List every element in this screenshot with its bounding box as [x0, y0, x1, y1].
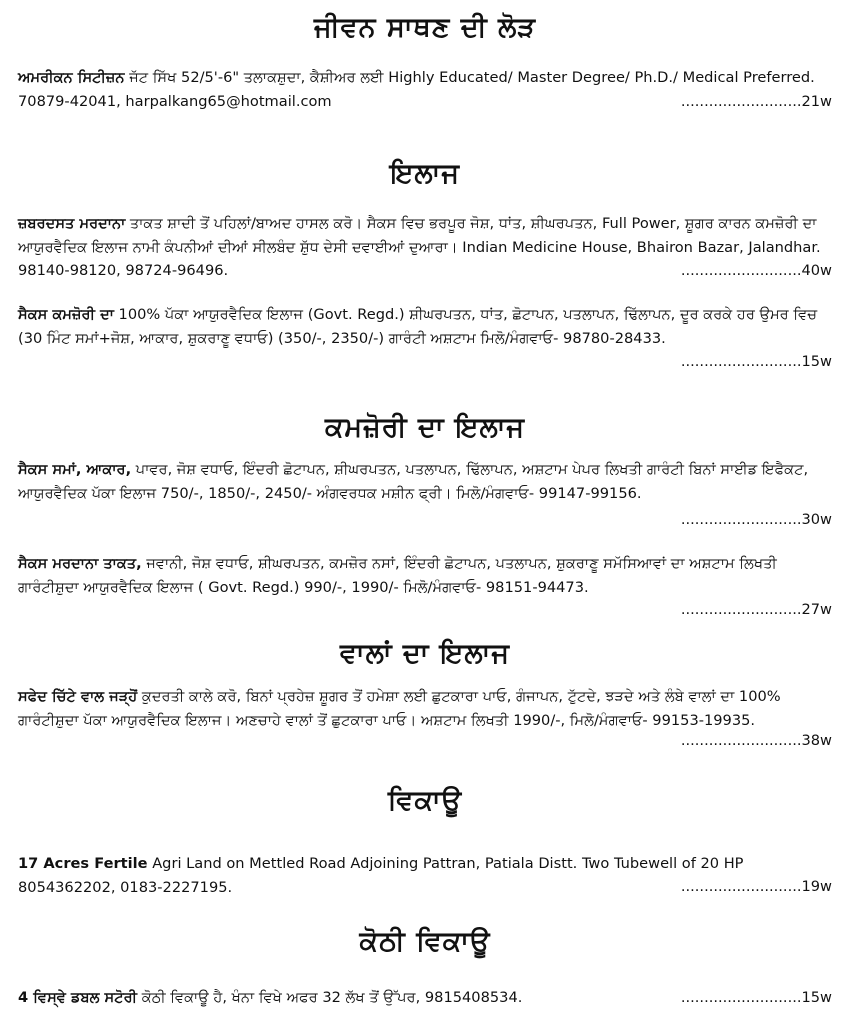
ad-ref-code: ..........................21w	[680, 93, 832, 110]
section-heading-house-for-sale: ਕੋਠੀ ਵਿਕਾਊ	[359, 926, 491, 957]
section-heading-hair-treatment: ਵਾਲਾਂ ਦਾ ਇਲਾਜ	[340, 638, 510, 669]
section-heading-life-partner: ਜੀਵਨ ਸਾਥਣ ਦੀ ਲੋੜ	[313, 12, 537, 43]
ad-ref-code: ..........................27w	[680, 601, 832, 618]
ad-sex-time-size	[18, 458, 832, 505]
ad-white-hair	[18, 685, 832, 732]
section-heading-treatment: ਇਲਾਜ	[389, 158, 461, 189]
ad-ref-code: ..........................40w	[680, 262, 832, 279]
ad-lead: ਜ਼ਬਰਦਸਤ ਮਰਦਾਨਾ	[18, 215, 126, 232]
ad-body: ਜੱਟ ਸਿੱਖ 52/5'-6" ਤਲਾਕਸ਼ੁਦਾ, ਕੈਸ਼ੀਅਰ ਲਈ Highly Educated/ Master Degree/ Ph.D./ Medical Preferred. 70879-42041, harpalkang65@hotmail.com	[18, 69, 815, 110]
ad-body: ਕੋਠੀ ਵਿਕਾਊ ਹੈ, ਖੰਨਾ ਵਿਖੇ ਅਫਰ 32 ਲੱਖ ਤੋਂ ਉੱਪਰ, 9815408534.	[137, 989, 523, 1006]
ad-sex-male-power	[18, 552, 832, 599]
ad-ref-code: ..........................15w	[680, 989, 832, 1006]
ad-body: ਪਾਵਰ, ਜੋਸ਼ ਵਧਾਓ, ਇੰਦਰੀ ਛੋਟਾਪਨ, ਸ਼ੀਘਰਪਤਨ, ਪਤਲਾਪਨ, ਢਿੱਲਾਪਨ, ਅਸ਼ਟਾਮ ਪੇਪਰ ਲਿਖਤੀ ਗਾਰੰਟੀ ਬਿਨਾਂ ਸਾਈਡ ਇਫੈਕਟ, ਆਯੁਰਵੈਦਿਕ ਪੱਕਾ ਇਲਾਜ 750/-, 1850/-, 2450/- ਅੰਗਵਰਧਕ ਮਸ਼ੀਨ ਫ੍ਰੀ। ਮਿਲੋ/ਮੰਗਵਾਓ- 99147-99156.	[18, 461, 809, 502]
ad-ref-code: ..........................38w	[680, 732, 832, 749]
ad-ref-code: ..........................19w	[680, 878, 832, 895]
ad-sex-weakness	[18, 303, 832, 350]
ad-body: ਕੁਦਰਤੀ ਕਾਲੇ ਕਰੋ, ਬਿਨਾਂ ਪ੍ਰਹੇਜ਼ ਸ਼ੂਗਰ ਤੋਂ ਹਮੇਸ਼ਾ ਲਈ ਛੁਟਕਾਰਾ ਪਾਓ, ਗੰਜਾਪਨ, ਟੁੱਟਦੇ, ਝੜਦੇ ਅਤੇ ਲੰਬੇ ਵਾਲਾਂ ਦਾ 100% ਗਾਰੰਟੀਸ਼ੁਦਾ ਪੱਕਾ ਆਯੁਰਵੈਦਿਕ ਇਲਾਜ। ਅਣਚਾਹੇ ਵਾਲਾਂ ਤੋਂ ਛੁਟਕਾਰਾ ਪਾਓ। ਅਸ਼ਟਾਮ ਲਿਖਤੀ 1990/-, ਮਿਲੋ/ਮੰਗਵਾਓ- 99153-19935.	[18, 688, 781, 729]
ad-body: ਤਾਕਤ ਸ਼ਾਦੀ ਤੋਂ ਪਹਿਲਾਂ/ਬਾਅਦ ਹਾਸਲ ਕਰੋ। ਸੈਕਸ ਵਿਚ ਭਰਪੂਰ ਜੋਸ਼, ਧਾਂਤ, ਸ਼ੀਘਰਪਤਨ, Full Power, ਸ਼ੂਗਰ ਕਾਰਨ ਕਮਜ਼ੋਰੀ ਦਾ ਆਯੁਰਵੈਦਿਕ ਇਲਾਜ ਨਾਮੀ ਕੰਪਨੀਆਂ ਦੀਆਂ ਸੀਲਬੰਦ ਸ਼ੁੱਧ ਦੇਸੀ ਦਵਾਈਆਂ ਦੁਆਰਾ। Indian Medicine House, Bhairon Bazar, Jalandhar. 98140-98120, 98724-96496.	[18, 215, 821, 279]
ad-lead: ਅਮਰੀਕਨ ਸਿਟੀਜ਼ਨ	[18, 69, 125, 86]
ad-body: 100% ਪੱਕਾ ਆਯੁਰਵੈਦਿਕ ਇਲਾਜ (Govt. Regd.) ਸ਼ੀਘਰਪਤਨ, ਧਾਂਤ, ਛੋਟਾਪਨ, ਪਤਲਾਪਨ, ਢਿੱਲਾਪਨ, ਦੂਰ ਕਰਕੇ ਹਰ ਉਮਰ ਵਿਚ (30 ਮਿੰਟ ਸਮਾਂ+ਜੋਸ਼, ਆਕਾਰ, ਸ਼ੁਕਰਾਣੂ ਵਧਾਓ) (350/-, 2350/-) ਗਾਰੰਟੀ ਅਸ਼ਟਾਮ ਮਿਲੋ/ਮੰਗਵਾਓ- 98780-28433.	[18, 306, 818, 347]
ad-lead: 17 Acres Fertile	[18, 855, 148, 872]
ad-lead: ਸੈਕਸ ਸਮਾਂ, ਆਕਾਰ,	[18, 461, 132, 478]
ad-lead: ਸੈਕਸ ਕਮਜ਼ੋਰੀ ਦਾ	[18, 306, 114, 323]
section-heading-for-sale: ਵਿਕਾਊ	[387, 785, 463, 816]
section-heading-weakness-treatment: ਕਮਜ਼ੋਰੀ ਦਾ ਇਲਾਜ	[324, 412, 526, 443]
ad-body: ਜਵਾਨੀ, ਜੋਸ਼ ਵਧਾਓ, ਸ਼ੀਘਰਪਤਨ, ਕਮਜ਼ੋਰ ਨਸਾਂ, ਇੰਦਰੀ ਛੋਟਾਪਨ, ਪਤਲਾਪਨ, ਸ਼ੁਕਰਾਣੂ ਸਮੱਸਿਆਵਾਂ ਦਾ ਅਸ਼ਟਾਮ ਲਿਖਤੀ ਗਾਰੰਟੀਸ਼ੁਦਾ ਆਯੁਰਵੈਦਿਕ ਇਲਾਜ ( Govt. Regd.) 990/-, 1990/- ਮਿਲੋ/ਮੰਗਵਾਓ- 98151-94473.	[18, 555, 777, 596]
ad-body: Agri Land on Mettled Road Adjoining Pattran, Patiala Distt. Two Tubewell of 20 HP 8054362202, 0183-2227195.	[18, 855, 744, 896]
ad-lead: 4 ਵਿਸ੍ਵੇ ਡਬਲ ਸਟੋਰੀ	[18, 989, 138, 1006]
ad-ref-code: ..........................15w	[680, 353, 832, 370]
ad-lead: ਸੈਕਸ ਮਰਦਾਨਾ ਤਾਕਤ,	[18, 555, 142, 572]
ad-ref-code: ..........................30w	[680, 511, 832, 528]
ad-lead: ਸਫੇਦ ਚਿੱਟੇ ਵਾਲ ਜੜ੍ਹੋਂ	[18, 688, 138, 705]
